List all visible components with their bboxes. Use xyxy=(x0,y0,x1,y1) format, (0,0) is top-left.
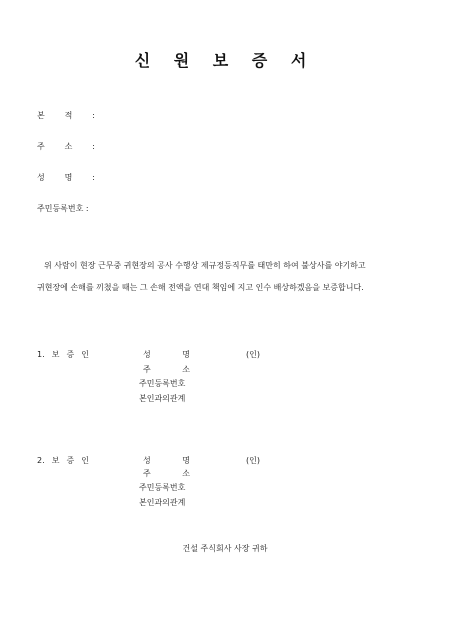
field-name-label: 성 명 : xyxy=(37,173,95,182)
document-title: 신 원 보 증 서 xyxy=(134,51,316,70)
guarantor-2-seal: (인) xyxy=(246,456,260,465)
guarantor-1-resident-label: 주민등록번호 xyxy=(139,379,186,388)
field-address-label: 주 소 : xyxy=(37,142,95,151)
guarantor-1-seal: (인) xyxy=(246,350,260,359)
guarantor-1-name-label: 성 명 xyxy=(143,350,190,359)
statement-line-1: 위 사람이 현장 근무중 귀현장의 공사 수행상 제규정등직무를 태만히 하여 불상사를 야기하고 xyxy=(44,261,366,270)
guarantor-2-address-label: 주 소 xyxy=(143,469,190,478)
guarantor-2-relation-label: 본인과의관계 xyxy=(139,498,186,507)
addressee: 건설 주식회사 사장 귀하 xyxy=(182,544,268,553)
statement-line-2: 귀현장에 손해를 끼쳤을 때는 그 손해 전액을 연대 책임에 지고 인수 배상하겠음을 보증합니다. xyxy=(37,283,364,292)
guarantor-1-label: 1. 보 증 인 xyxy=(37,350,89,359)
guarantor-2-label: 2. 보 증 인 xyxy=(37,456,89,465)
guarantor-1-relation-label: 본인과의관계 xyxy=(139,394,186,403)
field-domicile-label: 본 적 : xyxy=(37,111,95,120)
guarantor-2-resident-label: 주민등록번호 xyxy=(139,483,186,492)
guarantor-1-address-label: 주 소 xyxy=(143,365,190,374)
field-resident-number-label: 주민등록번호 : xyxy=(37,204,89,213)
guarantor-2-name-label: 성 명 xyxy=(143,456,190,465)
